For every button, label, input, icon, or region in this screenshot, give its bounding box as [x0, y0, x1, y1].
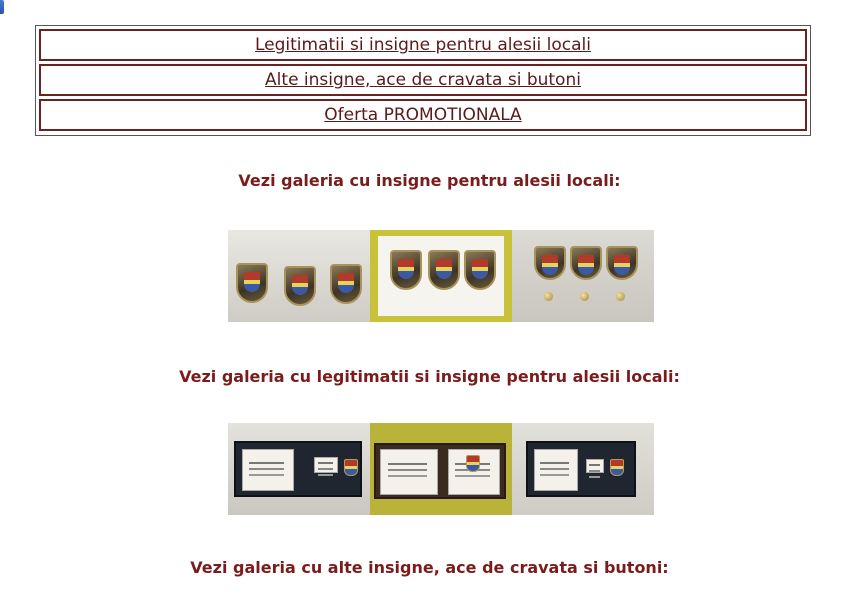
gallery-heading-legitimatii: Vezi galeria cu legitimatii si insigne pentru alesii locali: — [179, 367, 680, 386]
badge-image — [570, 246, 602, 280]
id-case-image — [374, 443, 506, 499]
top-menu — [35, 25, 811, 136]
gallery-photo-3 — [512, 230, 654, 322]
corner-decoration — [0, 0, 4, 14]
pin-image — [616, 292, 625, 301]
badge-image — [606, 246, 638, 280]
menu-link-legitimatii[interactable]: Legitimatii si insigne pentru alesii locali — [254, 35, 591, 55]
menu-item-oferta[interactable] — [39, 99, 807, 131]
gallery-photo-5 — [370, 423, 512, 515]
gallery-heading-alte-insigne: Vezi galeria cu alte insigne, ace de cravata si butoni: — [190, 558, 669, 577]
pin-image — [544, 292, 553, 301]
gallery-image-legitimatii[interactable] — [228, 423, 654, 515]
badge-image — [464, 250, 496, 290]
gallery-image-insigne[interactable] — [228, 230, 654, 322]
gallery-heading-insigne: Vezi galeria cu insigne pentru alesii locali: — [238, 171, 621, 190]
id-case-image — [526, 441, 636, 497]
badge-image — [534, 246, 566, 280]
gallery-photo-2 — [370, 230, 512, 322]
id-case-image — [234, 441, 362, 497]
pin-image — [580, 292, 589, 301]
badge-image — [428, 250, 460, 290]
badge-image — [330, 264, 362, 304]
menu-link-alte-insigne[interactable]: Alte insigne, ace de cravata si butoni — [265, 70, 581, 90]
menu-link-oferta[interactable]: Oferta PROMOTIONALA — [324, 105, 522, 125]
badge-image — [236, 263, 268, 303]
gallery-photo-4 — [228, 423, 370, 515]
gallery-photo-6 — [512, 423, 654, 515]
badge-image — [390, 250, 422, 290]
menu-item-legitimatii[interactable] — [39, 29, 807, 61]
badge-image — [284, 266, 316, 306]
gallery-photo-1 — [228, 230, 370, 322]
menu-item-alte-insigne[interactable] — [39, 64, 807, 96]
